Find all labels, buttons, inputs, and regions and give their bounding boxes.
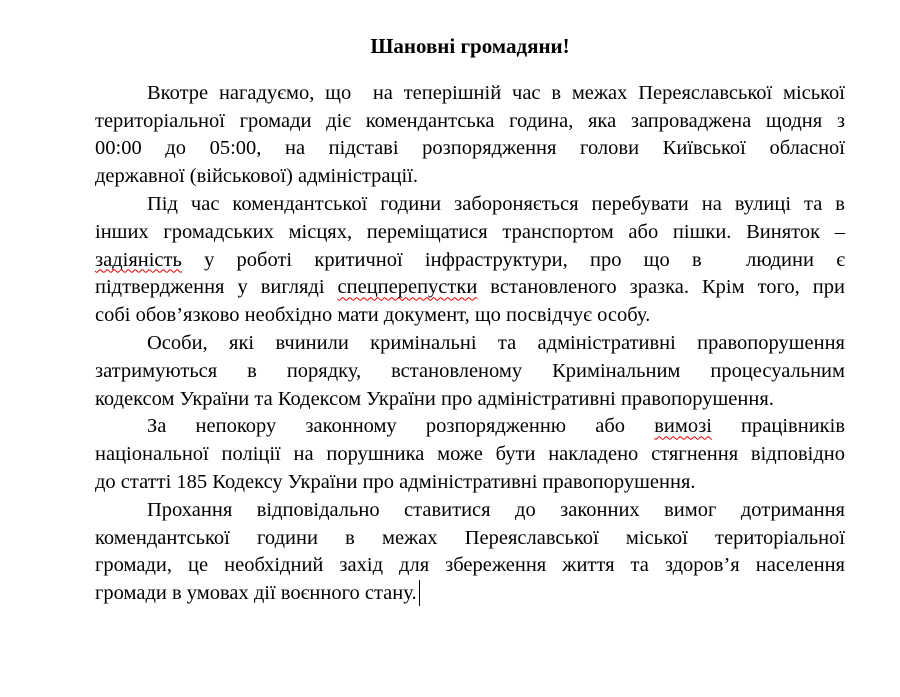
text-line (95, 108, 845, 136)
text-run: національної поліції на порушника може бути накладено стягнення відповідно (95, 443, 845, 466)
text-line (95, 580, 845, 608)
document-body (95, 80, 845, 608)
paragraph (95, 497, 845, 608)
text-run: комендантської години в межах Переяславської міської територіальної (95, 526, 845, 549)
text-run: 00:00 до 05:00, на підставі розпорядження голови Київської обласної (95, 137, 845, 160)
text-line (95, 413, 845, 441)
misspelled-word[interactable]: спецперепустки (337, 276, 478, 299)
text-run: громади, це необхідний захід для збереження життя та здоров’я населення (95, 554, 845, 577)
text-run: інших громадських місцях, переміщатися транспортом або пішки. Виняток – (95, 220, 845, 243)
text-line (95, 386, 845, 414)
text-cursor (419, 580, 421, 606)
text-run: Під час комендантської години забороняється перебувати на вулиці та в (147, 192, 845, 215)
text-run: державної (військової) адміністрації. (95, 165, 418, 188)
text-line (95, 219, 845, 247)
text-line (95, 469, 845, 497)
paragraph (95, 80, 845, 191)
text-run: Особи, які вчинили кримінальні та адміністративні правопорушення (147, 331, 845, 354)
text-run: встановленого зразка. Крім того, при (477, 276, 845, 299)
paragraph (95, 330, 845, 413)
text-run: собі обов’язково необхідно мати документ, що посвідчує особу. (95, 304, 651, 327)
text-run: Вкотре нагадуємо, що на теперішній час в межах Переяславської міської (147, 81, 845, 104)
text-line (95, 525, 845, 553)
paragraph (95, 413, 845, 496)
text-line (95, 330, 845, 358)
misspelled-word[interactable]: задіяність (95, 248, 182, 271)
text-run: За непокору законному розпорядженню або (147, 415, 655, 438)
text-line (95, 247, 845, 275)
text-line (95, 163, 845, 191)
text-line (95, 497, 845, 525)
text-run: до статті 185 Кодексу України про адміністративні правопорушення. (95, 470, 696, 493)
text-line (95, 552, 845, 580)
text-line (95, 441, 845, 469)
document-title: Шановні громадяни! (370, 34, 570, 58)
misspelled-word[interactable]: вимозі (654, 415, 712, 438)
text-run: Прохання відповідально ставитися до законних вимог дотримання (147, 498, 845, 521)
text-line (95, 80, 845, 108)
paragraph (95, 191, 845, 330)
text-line (95, 358, 845, 386)
text-line (95, 135, 845, 163)
text-line (95, 274, 845, 302)
document-page[interactable] (95, 33, 845, 608)
text-line (95, 302, 845, 330)
text-line (95, 191, 845, 219)
text-run: працівників (711, 415, 845, 438)
text-run: громади в умовах дії воєнного стану. (95, 582, 417, 605)
text-run: у роботі критичної інфраструктури, про що в людини є (181, 248, 845, 271)
text-run: підтвердження у вигляді (95, 276, 338, 299)
text-run: затримуються в порядку, встановленому Кримінальним процесуальним (95, 359, 845, 382)
text-run: територіальної громади діє комендантська година, яка запроваджена щодня з (95, 109, 845, 132)
text-run: кодексом України та Кодексом України про адміністративні правопорушення. (95, 387, 774, 410)
